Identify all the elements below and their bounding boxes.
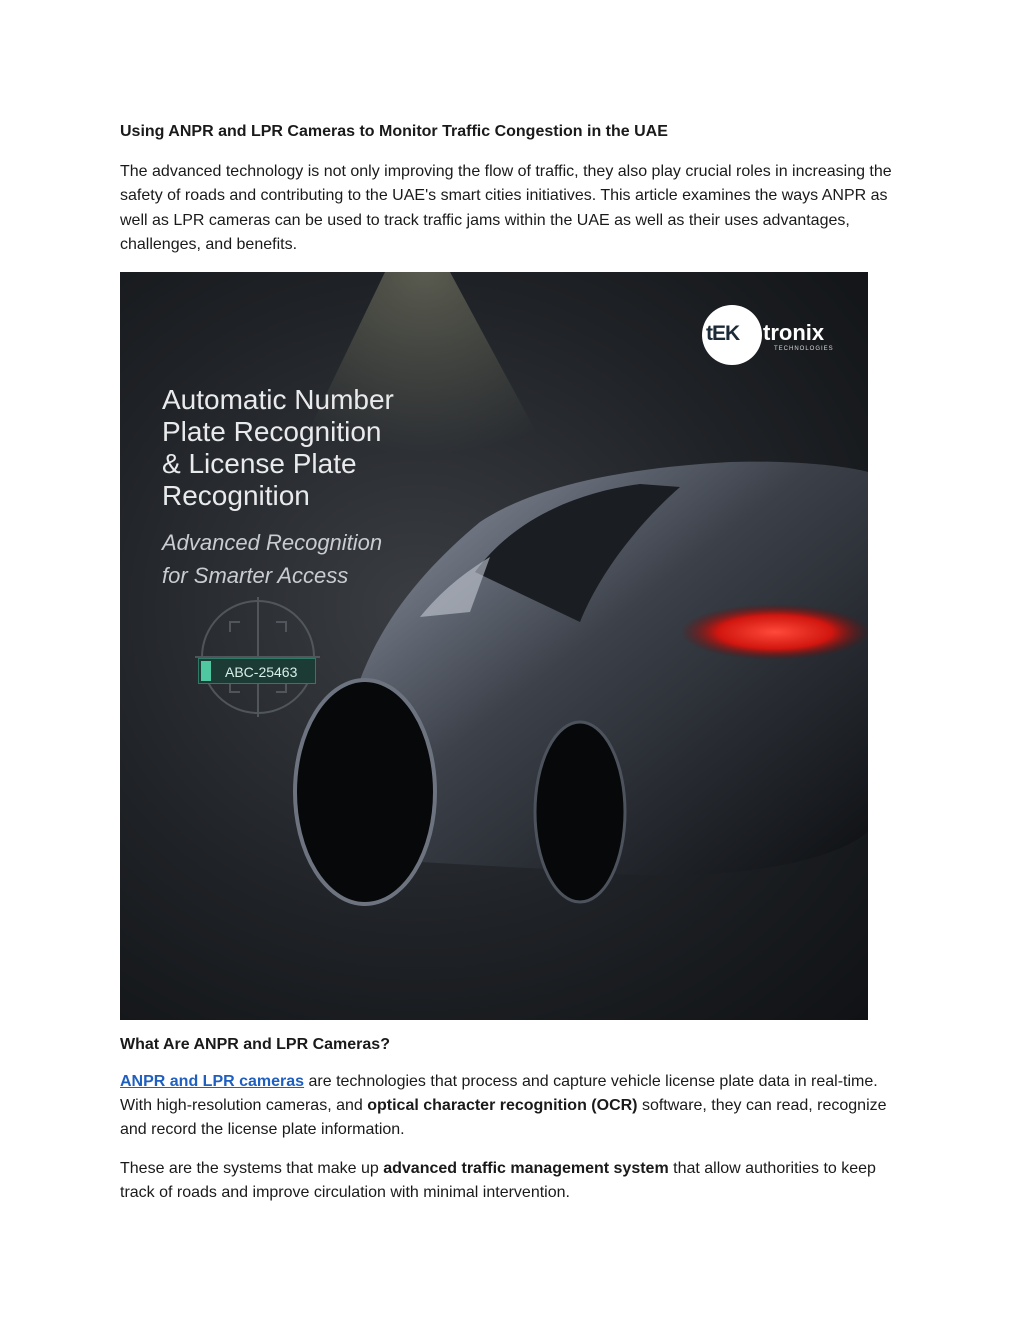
logo-tronix-text: tronix: [763, 319, 825, 345]
paragraph-systems: [120, 1157, 910, 1206]
hero-banner-image: [120, 272, 868, 1020]
para2-text-a: These are the systems that make up: [120, 1159, 384, 1177]
headline-line: & License Plate: [162, 447, 357, 479]
tektronix-logo: [702, 305, 852, 365]
subheadline-line: Advanced Recognition: [162, 529, 383, 555]
para1-text-a: are technologies that process and capture vehicle license plate data in real-time. With high-resolution cameras, and: [120, 1072, 878, 1115]
paragraph-anpr: [120, 1070, 910, 1143]
target-reticle-icon: [195, 597, 320, 717]
plate-tag-marker: [201, 661, 211, 681]
article: [120, 121, 910, 1206]
para1-text-b: software, they can read, recognize and record the license plate information.: [120, 1097, 887, 1139]
headline-line: Automatic Number: [162, 383, 394, 415]
plate-text: ABC-25463: [225, 663, 298, 680]
banner-headline: [162, 384, 394, 512]
license-plate-label: [198, 658, 316, 684]
subheadline-line: for Smarter Access: [162, 562, 349, 588]
section-heading: What Are ANPR and LPR Cameras?: [120, 1035, 390, 1053]
article-title: Using ANPR and LPR Cameras to Monitor Traffic Congestion in the UAE: [120, 123, 668, 140]
para2-bold: advanced traffic management system: [383, 1159, 669, 1177]
para1-bold: optical character recognition (OCR): [367, 1097, 638, 1115]
logo-subtext: TECHNOLOGIES: [774, 345, 834, 352]
headline-line: Plate Recognition: [162, 415, 382, 447]
anpr-lpr-link[interactable]: ANPR and LPR cameras: [120, 1072, 305, 1090]
para2-text-b: that allow authorities to keep track of roads and improve circulation with minimal intervention.: [120, 1159, 876, 1202]
headline-line: Recognition: [162, 479, 310, 511]
intro-paragraph: The advanced technology is not only improving the flow of traffic, they also play crucial roles in increasing the safety of roads and contributing to the UAE's smart cities initiatives. This article examines the ways ANPR as well as LPR cameras can be used to track traffic jams within the UAE as well as their uses advantages, challenges, and benefits.: [120, 163, 892, 254]
logo-tek-text: tEK: [706, 321, 740, 345]
banner-subheadline: [162, 526, 382, 592]
